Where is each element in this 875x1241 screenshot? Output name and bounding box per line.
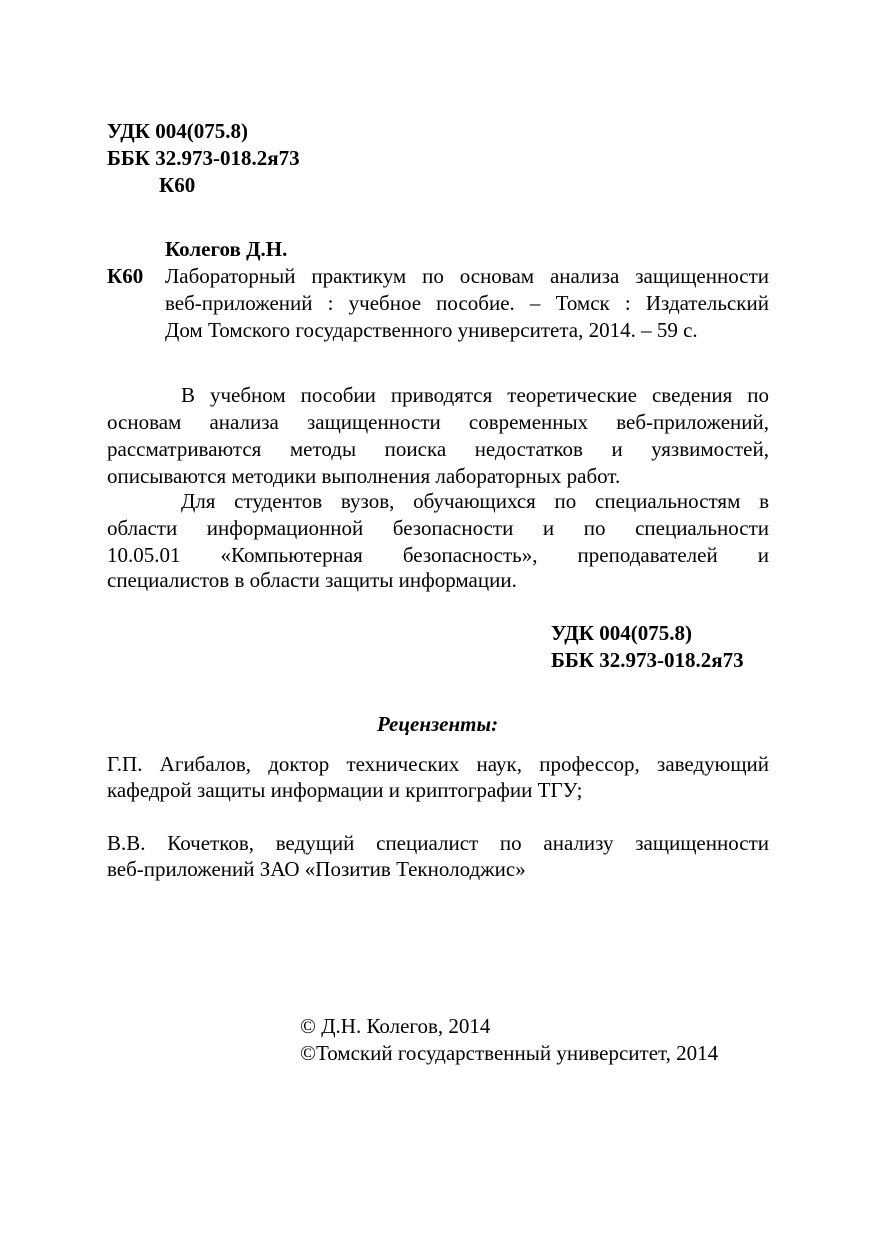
reviewer-line: веб-приложений ЗАО «Позитив Текнолоджис»	[107, 857, 526, 881]
copyright-author: © Д.Н. Колегов, 2014	[300, 1014, 491, 1038]
bibliographic-line: веб-приложений : учебное пособие. – Томск : Издательский	[165, 291, 769, 315]
classification-udk: УДК 004(075.8)	[551, 621, 692, 645]
bibliographic-code: К60	[107, 264, 144, 288]
reviewer-line: В.В. Кочетков, ведущий специалист по анализу защищенности	[107, 831, 769, 855]
abstract-line: рассматриваются методы поиска недостатков и уязвимостей,	[107, 437, 769, 461]
bibliographic-line: Лабораторный практикум по основам анализа защищенности	[165, 264, 769, 288]
header-udk: УДК 004(075.8)	[107, 119, 248, 143]
abstract-line: описываются методики выполнения лабораторных работ.	[107, 464, 621, 488]
audience-line: Для студентов вузов, обучающихся по специальностям в	[181, 489, 769, 513]
audience-line: области информационной безопасности и по специальности	[107, 516, 769, 540]
bibliographic-line: Дом Томского государственного университета, 2014. – 59 с.	[165, 318, 698, 342]
header-bbk: ББК 32.973-018.2я73	[107, 146, 300, 170]
audience-line: 10.05.01 «Компьютерная безопасность», преподавателей и	[107, 543, 769, 567]
reviewers-heading: Рецензенты:	[376, 712, 499, 736]
abstract-line: В учебном пособии приводятся теоретические сведения по	[181, 383, 769, 407]
abstract-line: основам анализа защищенности современных веб-приложений,	[107, 410, 769, 434]
classification-bbk: ББК 32.973-018.2я73	[551, 648, 744, 672]
header-code: К60	[159, 173, 196, 197]
audience-line: специалистов в области защиты информации.	[107, 568, 517, 592]
copyright-university: ©Томский государственный университет, 2014	[300, 1041, 719, 1065]
reviewer-line: кафедрой защиты информации и криптографии ТГУ;	[107, 778, 583, 802]
reviewer-line: Г.П. Агибалов, доктор технических наук, профессор, заведующий	[107, 752, 769, 776]
author-name: Колегов Д.Н.	[165, 237, 288, 261]
